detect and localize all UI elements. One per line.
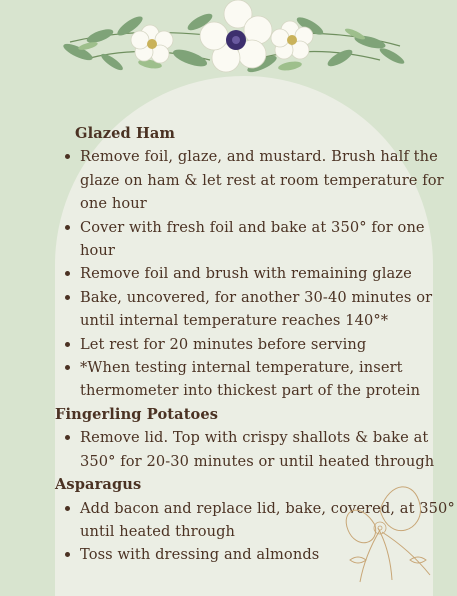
instruction-item: Toss with dressing and almonds [80, 543, 455, 566]
instruction-list [55, 426, 455, 473]
section-title: Asparagus [55, 476, 142, 494]
instruction-list [55, 145, 455, 402]
instruction-item: *When testing internal temperature, insert thermometer into thickest part of the protein [80, 356, 455, 403]
section-title: Glazed Ham [75, 125, 176, 142]
floral-garland-icon [0, 0, 457, 100]
instruction-item: Add bacon and replace lid, bake, covered, at 350° until heated through [80, 497, 455, 544]
instruction-item: Remove foil and brush with remaining glaze [80, 262, 455, 285]
line-art-flowers-icon [320, 470, 457, 588]
instruction-item: Bake, uncovered, for another 30-40 minutes or until internal temperature reaches 140°* [80, 286, 455, 333]
instruction-item: Remove lid. Top with crispy shallots & bake at 350° for 20-30 minutes or until heated through [80, 426, 455, 473]
instruction-item: Let rest for 20 minutes before serving [80, 333, 455, 356]
instruction-item: Remove foil, glaze, and mustard. Brush half the glaze on ham & let rest at room temperature for one hour [80, 145, 455, 215]
section-title: Fingerling Potatoes [55, 405, 219, 423]
instruction-item: Cover with fresh foil and bake at 350° for one hour [80, 216, 455, 263]
